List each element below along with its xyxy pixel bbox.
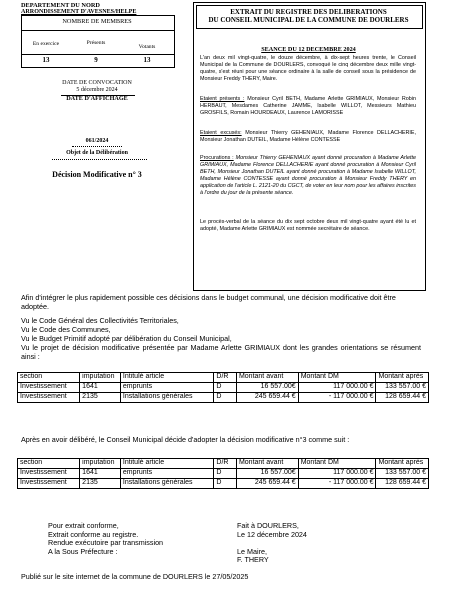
th-montant-avant: Montant avant (236, 373, 298, 383)
presents-label: Etaient présents : (200, 96, 245, 102)
th-dr: D/R (214, 459, 237, 469)
val-exercice: 13 (42, 56, 50, 64)
procurations-text: Monsieur Thierry GEHENIAUX ayant donné procuration à Madame Arlette GRIMIAUX, Madame Florence DELLACHERIE ayant donné procuration à Monsieur Cyril BETH, Monsieur Jonathan DUTEIL ayant donné procuration à Madame Isabelle WILLOT, Madame Hélène CONTESSE ayant donné procuration à Monsieur Freddy THERY en application de l'article L. 2121-20 du CGCT, de voter en leur nom pour les affaires inscrites à l'ordre du jour de la présente séance. (200, 155, 416, 196)
cell: 117 000.00 € (298, 383, 376, 393)
excuses-paragraph (200, 130, 416, 144)
header-left (21, 2, 173, 16)
date-signature: Le 12 décembre 2024 (237, 529, 307, 539)
table-row (18, 479, 429, 489)
fait-a: Fait à DOURLERS, (237, 521, 299, 530)
cell: D (214, 479, 237, 489)
table-row (18, 393, 429, 403)
val-presents: 9 (94, 56, 98, 64)
cell: emprunts (120, 383, 214, 393)
executoire: Rendue exécutoire par transmission (48, 538, 164, 547)
cell: Investissement (18, 469, 80, 479)
footer-right (237, 522, 387, 565)
cell: Investissement (18, 383, 80, 393)
extract-title-1: EXTRAIT DU REGISTRE DES DELIBERATIONS (230, 8, 387, 16)
deliberation-number: 061/2024 (85, 138, 109, 144)
cell: 245 659.44 € (236, 479, 298, 489)
objet-dots (52, 159, 147, 160)
extrait-conforme: Extrait conforme au registre. (48, 529, 139, 539)
cell: 2135 (80, 393, 121, 403)
extract-intro: L'an deux mil vingt-quatre, le douze décembre, à dix-sept heures trente, le Conseil Municipal de la Commune de DOURLERS, convoqué le cinq décembre deux mille vingt-quatre, s'est réuni pour une séance ordinaire à la salle de conseil sous la présidence de Monsieur Freddy THERY, Maire. (200, 55, 416, 82)
deliberation-text: Après en avoir délibéré, le Conseil Municipal décide d'adopter la décision modificative n°3 comme suit : (21, 435, 350, 444)
seance-date: SEANCE DU 12 DECEMBRE 2024 (261, 46, 356, 53)
cell: Investissement (18, 393, 80, 403)
cell: D (214, 469, 237, 479)
procurations-paragraph (200, 155, 416, 197)
extract-title-2: DU CONSEIL MUNICIPAL DE LA COMMUNE DE DOURLERS (208, 16, 409, 24)
cell: D (214, 383, 237, 393)
col-votants: Votants (138, 44, 156, 50)
vu-budget: Vu le Budget Primitif adopté par délibération du Conseil Municipal, (21, 334, 232, 343)
presents-list: Monsieur Cyril BETH, Madame Arlette GRIMIAUX, Monsieur Robin HERBAUT, Mesdames Catherine JAMME, Isabelle WILLOT, Messieurs Mathieu GROSFILS, Romain HOURDEAUX, Laurence LAMORISSE (200, 96, 416, 116)
excuses-list: Monsieur Thierry GEHENIAUX, Madame Florence DELLACHERIE, Monsieur Jonathan DUTEIL, Madame Hélène CONTESSE (200, 130, 416, 143)
pour-extrait: Pour extrait conforme, (48, 521, 119, 530)
table-row (18, 469, 429, 479)
th-dr: D/R (214, 373, 237, 383)
affichage-label: DATE D'AFFICHAGE (66, 95, 128, 102)
secretary-paragraph: Le procès-verbal de la séance du dix sept octobre deux mil vingt-quatre ayant été lu et adopté, Madame Arlette GRIMIAUX est nommée secrétaire de séance. (200, 219, 416, 232)
vu-code-communes: Vu le Code des Communes, (21, 325, 111, 334)
th-montant-apres: Montant après (376, 373, 429, 383)
cell: 16 557.00€ (236, 469, 298, 479)
decision-title: Décision Modificative n° 3 (52, 170, 142, 179)
th-montant-dm: Montant DM (298, 459, 376, 469)
th-intitule: Intitulé article (120, 373, 214, 383)
dm-table-1 (17, 372, 429, 403)
th-intitule: Intitulé article (120, 459, 214, 469)
val-votants: 13 (143, 56, 151, 64)
arrondissement: ARRONDISSEMENT D'AVESNES/HELPE (21, 9, 137, 15)
objet-label: Objet de la Délibération (66, 150, 128, 156)
publication-note: Publié sur le site internet de la commune de DOURLERS le 27/05/2025 (21, 572, 249, 581)
cell: Installations générales (120, 393, 214, 403)
cell: 128 659.44 € (376, 479, 429, 489)
footer-left (48, 522, 228, 556)
vu-cgct: Vu le Code Général des Collectivités Territoriales, (21, 316, 179, 325)
cell: 133 557.00 € (376, 469, 429, 479)
intro-paragraph: Afin d'intégrer le plus rapidement possible ces décisions dans le budget communal, une décision modificative doit être adoptée. (21, 293, 396, 311)
excuses-label: Etaient excusés: (200, 130, 242, 136)
members-title: NOMBRE DE MEMBRES (62, 18, 132, 25)
department: DEPARTEMENT DU NORD (21, 2, 100, 9)
table-header-row (18, 459, 429, 469)
cell: Investissement (18, 479, 80, 489)
table-header-row (18, 373, 429, 383)
col-presents: Présents (86, 40, 106, 46)
cell: 128 659.44 € (376, 393, 429, 403)
presents-paragraph (200, 96, 416, 117)
th-section: section (18, 373, 80, 383)
th-imputation: imputation (80, 373, 121, 383)
sous-prefecture: A la Sous Préfecture : (48, 546, 118, 556)
th-montant-dm: Montant DM (298, 373, 376, 383)
convocation-date: 5 décembre 2024 (76, 87, 118, 93)
cell: - 117 000.00 € (298, 393, 376, 403)
dm-table-2 (17, 458, 429, 489)
cell: 1641 (80, 383, 121, 393)
cell: 245 659.44 € (236, 393, 298, 403)
convocation-label: DATE DE CONVOCATION (62, 80, 132, 86)
cell: 1641 (80, 469, 121, 479)
cell: D (214, 393, 237, 403)
cell: 16 557.00€ (236, 383, 298, 393)
mayor-name: F. THERY (237, 555, 269, 564)
cell: Installations générales (120, 479, 214, 489)
col-exercice: En exercice (32, 41, 60, 47)
th-montant-apres: Montant après (376, 459, 429, 469)
members-divider (21, 30, 174, 31)
cell: emprunts (120, 469, 214, 479)
members-divider-2 (21, 54, 174, 55)
cell: 117 000.00 € (298, 469, 376, 479)
le-maire: Le Maire, (237, 546, 267, 556)
procurations-label: Procurations : (200, 155, 234, 161)
cell: 2135 (80, 479, 121, 489)
table-row (18, 383, 429, 393)
deliberation-dots (72, 146, 122, 147)
vu-projet: Vu le projet de décision modificative présentée par Madame Arlette GRIMIAUX dont les grandes orientations se résument ainsi : (21, 343, 421, 361)
th-montant-avant: Montant avant (236, 459, 298, 469)
cell: - 117 000.00 € (298, 479, 376, 489)
th-section: section (18, 459, 80, 469)
cell: 133 557.00 € (376, 383, 429, 393)
th-imputation: imputation (80, 459, 121, 469)
